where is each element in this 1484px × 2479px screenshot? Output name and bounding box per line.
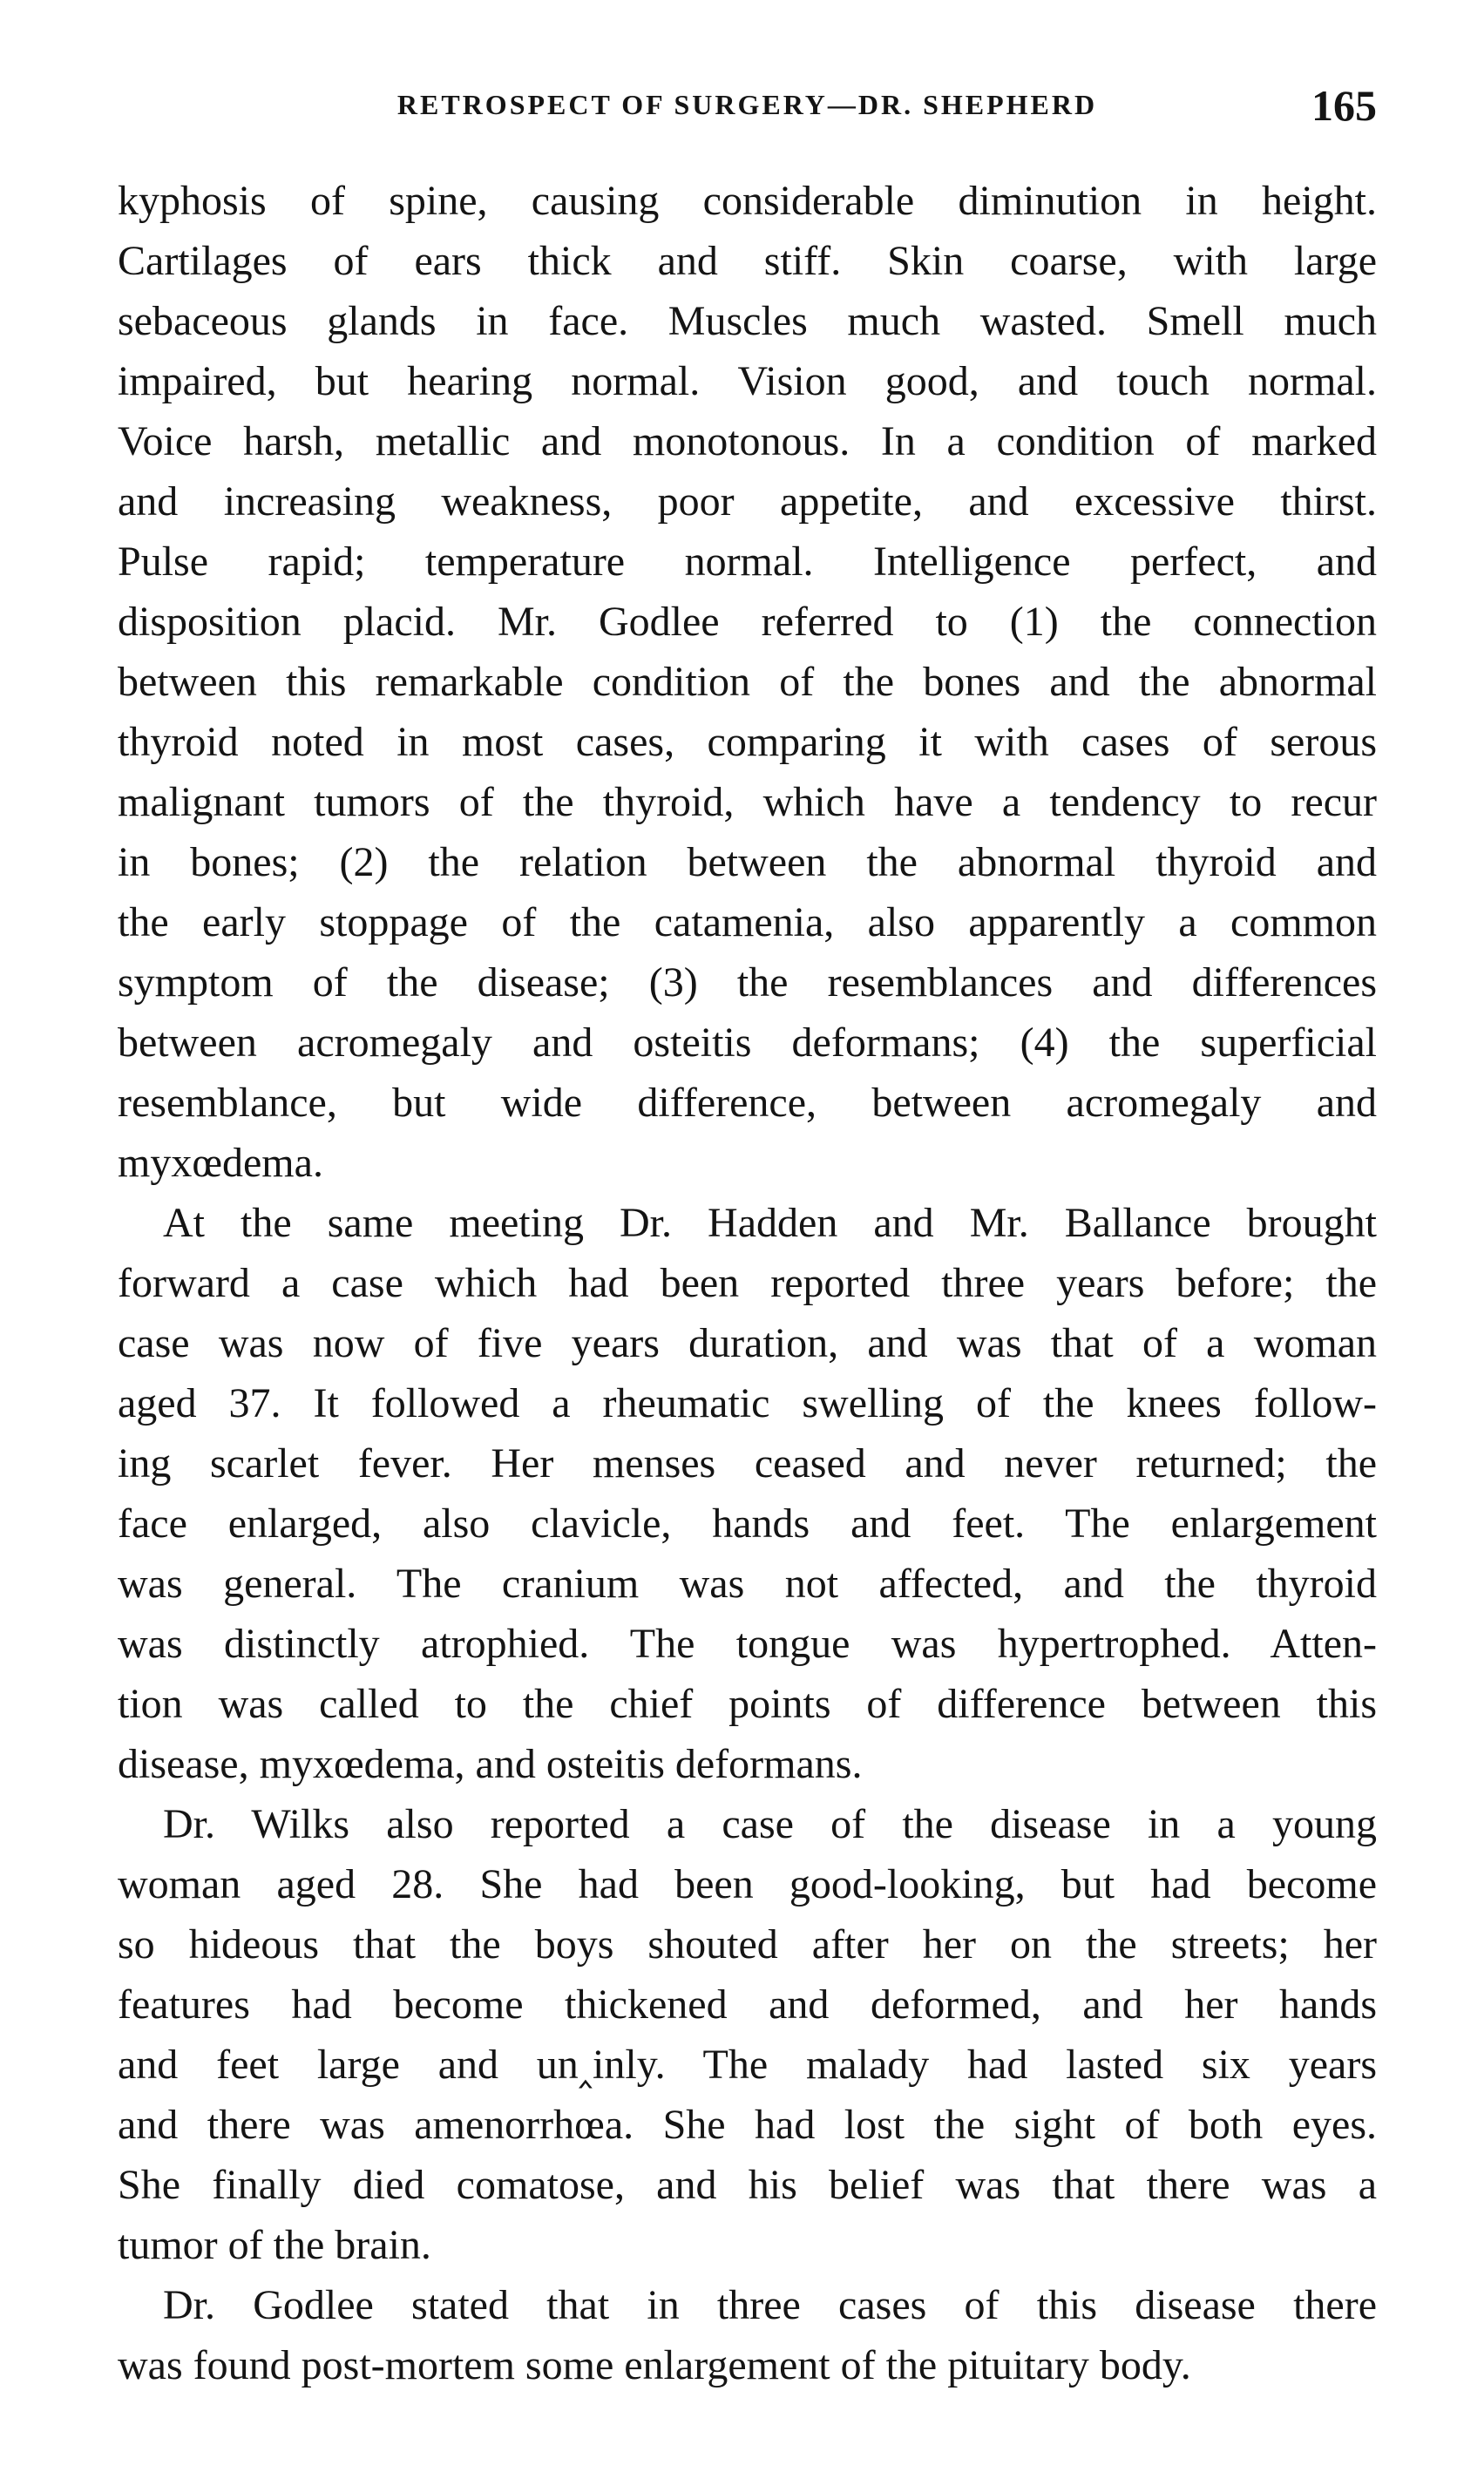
text-line: symptom of the disease; (3) the resemblances and differences	[118, 959, 1377, 1006]
text-line: tion was called to the chief points of difference between this	[118, 1681, 1377, 1727]
text-line: was distinctly atrophied. The tongue was hypertrophed. Atten-	[118, 1621, 1377, 1667]
running-head	[118, 77, 1377, 138]
text-line: resemblance, but wide difference, between acromegaly and	[118, 1080, 1377, 1126]
text-line: disposition placid. Mr. Godlee referred to (1) the connection	[118, 599, 1377, 645]
text-line: impaired, but hearing normal. Vision good, and touch normal.	[118, 358, 1377, 404]
text-line: sebaceous glands in face. Muscles much wasted. Smell much	[118, 298, 1377, 344]
paragraph	[118, 1794, 1377, 2275]
text-line: so hideous that the boys shouted after her on the streets; her	[118, 1921, 1377, 1968]
text-line: Dr. Godlee stated that in three cases of this disease there	[163, 2282, 1377, 2328]
text-line: the early stoppage of the catamenia, also apparently a common	[118, 899, 1377, 945]
text-line: disease, myxœdema, and osteitis deformans.	[118, 1741, 863, 1787]
text-line: Pulse rapid; temperature normal. Intelligence perfect, and	[118, 538, 1377, 585]
text-line: was general. The cranium was not affected, and the thyroid	[118, 1561, 1377, 1607]
text-line: and increasing weakness, poor appetite, and excessive thirst.	[118, 478, 1377, 525]
text-line: thyroid noted in most cases, comparing it with cases of serous	[118, 719, 1377, 765]
page-number: 165	[1311, 81, 1377, 130]
text-line: She finally died comatose, and his belief was that there was a	[118, 2162, 1377, 2208]
text-line: aged 37. It followed a rheumatic swelling of the knees follow-	[118, 1380, 1377, 1426]
text-line: features had become thickened and deformed, and her hands	[118, 1981, 1377, 2028]
text-line: forward a case which had been reported three years before; the	[118, 1260, 1377, 1306]
paragraph	[118, 1193, 1377, 1794]
paragraph	[118, 171, 1377, 1193]
text-line: tumor of the brain.	[118, 2222, 431, 2268]
text-line: in bones; (2) the relation between the abnormal thyroid and	[118, 839, 1377, 885]
paragraph	[118, 2275, 1377, 2395]
text-line: kyphosis of spine, causing considerable diminution in height.	[118, 178, 1377, 224]
text-line: case was now of five years duration, and was that of a woman	[118, 1320, 1377, 1366]
text-line: between this remarkable condition of the bones and the abnormal	[118, 659, 1377, 705]
text-line: Cartilages of ears thick and stiff. Skin coarse, with large	[118, 238, 1377, 284]
body-text	[118, 171, 1377, 2395]
text-line: At the same meeting Dr. Hadden and Mr. Ballance brought	[163, 1200, 1377, 1246]
text-line: woman aged 28. She had been good-looking, but had become	[118, 1861, 1377, 1907]
running-title: RETROSPECT OF SURGERY—DR. SHEPHERD	[396, 89, 1098, 120]
text-line: face enlarged, also clavicle, hands and feet. The enlargement	[118, 1500, 1377, 1547]
text-line: between acromegaly and osteitis deformans; (4) the superficial	[118, 1019, 1377, 1066]
text-line: malignant tumors of the thyroid, which have a tendency to recur	[118, 779, 1377, 825]
text-line: myxœdema.	[118, 1140, 323, 1186]
text-line: and there was amenorrhœa. She had lost the sight of both eyes.	[118, 2102, 1377, 2148]
text-line: Voice harsh, metallic and monotonous. In a condition of marked	[118, 418, 1377, 464]
text-line: Dr. Wilks also reported a case of the disease in a young	[163, 1801, 1377, 1847]
text-line: was found post-mortem some enlargement of the pituitary body.	[118, 2342, 1191, 2388]
text-line: ing scarlet fever. Her menses ceased and never returned; the	[118, 1440, 1377, 1487]
text-line: and feet large and un‸inly. The malady had lasted six years	[118, 2042, 1377, 2088]
